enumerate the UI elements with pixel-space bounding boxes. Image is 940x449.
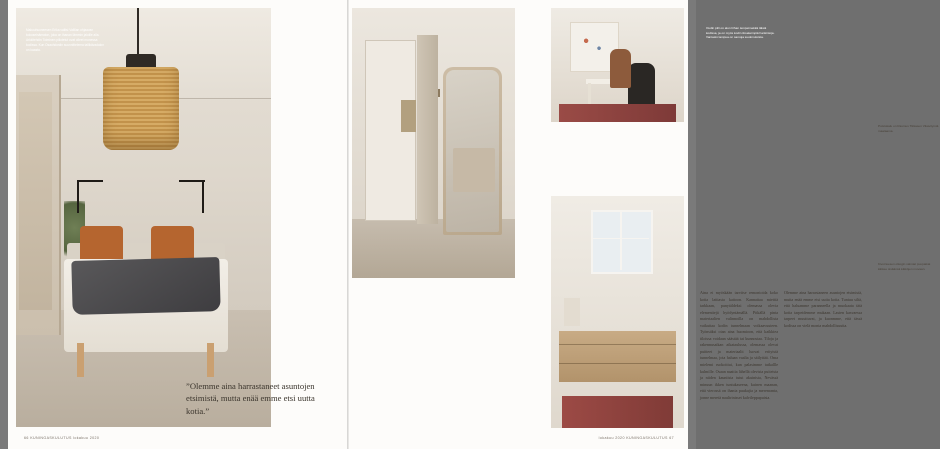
bed-reflection [453,148,495,191]
cabinet-seam-lower [559,363,676,364]
left-folio: 66 KUNINGASKULUTUS lokakuu 2020 [24,436,100,440]
curtain [417,35,438,224]
body-column-2: Olemme aina harrastaneen asuntojen etsimistä, mutta enää emme etsi uutta kotia. Tuntuu siltä, että haluamme paranneella ja muokaata tätä kotia tarpeidemme mukaan. Lasten kasvaessa tarpeet muuttuvat, ja kuonmme, että tässä kodissa on vielä monta mahdollisuutta. [784,290,862,328]
body-column-1: Aina ei myöskään tarvitse remontoida koko kotia lattiasta kattoon. Kannattaa miettiä tarkkaan, punytäldeksi olemassa olevia elementtejä hyödyntämällä. Pitkällä pinta materiaalien valinnoilla on mahdollista vaikuttaa kodin tunnelmaan voikaavuuteen. Työnsäksi otan aina huomioon, että kaikkiea tiloissa voidaan säästää tai kunnostaa. Tiloja ja rakennusaikan aikataulussa, olemassa olevat puitteet ja materiaalit luovat erityistä tunnelmaa, jota haluan vaalia ja säilyttää. Oma mielemi ruokoittui, kun palasimme tutkallle kulmille. Osaan naattia lähellä olevista puiteista ja niiden kauniista tutut akuinista, Nevässä minuun ikken tuntukaseena, kuinen maanan, että vierossä on ihania puukujia ja merenranta, jonne meretä naultrinisset kalvileppapuista. [700,290,778,400]
bedroom-hero-photo [16,8,271,427]
caption-left-top: Makuuhuoneesen Erika valitsi Vallilan ohjaavan kokoseinämaton, joka on ihanan lämmin jaloille alla. Arkkitehdin Toiminen piilotetut ovat olleet monessa kodissa. Kun Osaohdostin suunnittelema tallikävadalon on kaasta. [26,28,104,52]
pull-quote: ”Olemme aina harrastaneet asuntojen etsimistä, mutta enää emme etsi uutta kotia.” [186,381,315,416]
red-rug [559,104,676,122]
poster-artwork [575,26,612,62]
caption-top-right: Oudin piili on alun lirhan lempeimekkä tälwä kodissa, ja on myös kodin ilmakeimpiä hankintoja. Vantasin lampua on samoja suokmuloista. [706,26,775,40]
rattan-pendant-lamp [103,67,180,151]
attic-window [591,210,654,274]
window-mullion-vertical [620,210,622,270]
window-mullion-horizontal [591,238,650,240]
bed-leg-right [207,343,213,377]
woman-at-desk-photo [551,8,684,122]
cabinet-seam-upper [559,344,676,345]
wall-lamp-right-arm [179,180,205,182]
mirror-room-photo [352,8,515,278]
left-page [8,0,348,449]
grey-throw-blanket [71,257,220,315]
spread-gutter [347,0,349,449]
storage-box [564,298,580,326]
wall-lamp-right-stem [202,180,204,214]
attic-storage-photo [551,196,684,428]
wall-lamp-left-stem [77,180,79,214]
caption-attic: Kivoinsesen olkogin valmiat puupaikat kätkee sisäänsä kätköjen muvaan. [878,262,931,271]
right-page [348,0,939,449]
door-panel [19,92,52,310]
seated-woman [610,49,631,88]
wooden-cabinet [559,331,676,382]
wall-art [401,100,416,132]
red-rug [562,396,674,428]
bed-leg-left [77,343,83,377]
caption-woman: Puistokalu on Rasmus Tikkasen Vikavitymiä maalaama. [878,124,939,133]
wall-lamp-left-arm [77,180,103,182]
right-folio: lokakuu 2020 KUNINGASKULUTUS 67 [598,436,674,440]
